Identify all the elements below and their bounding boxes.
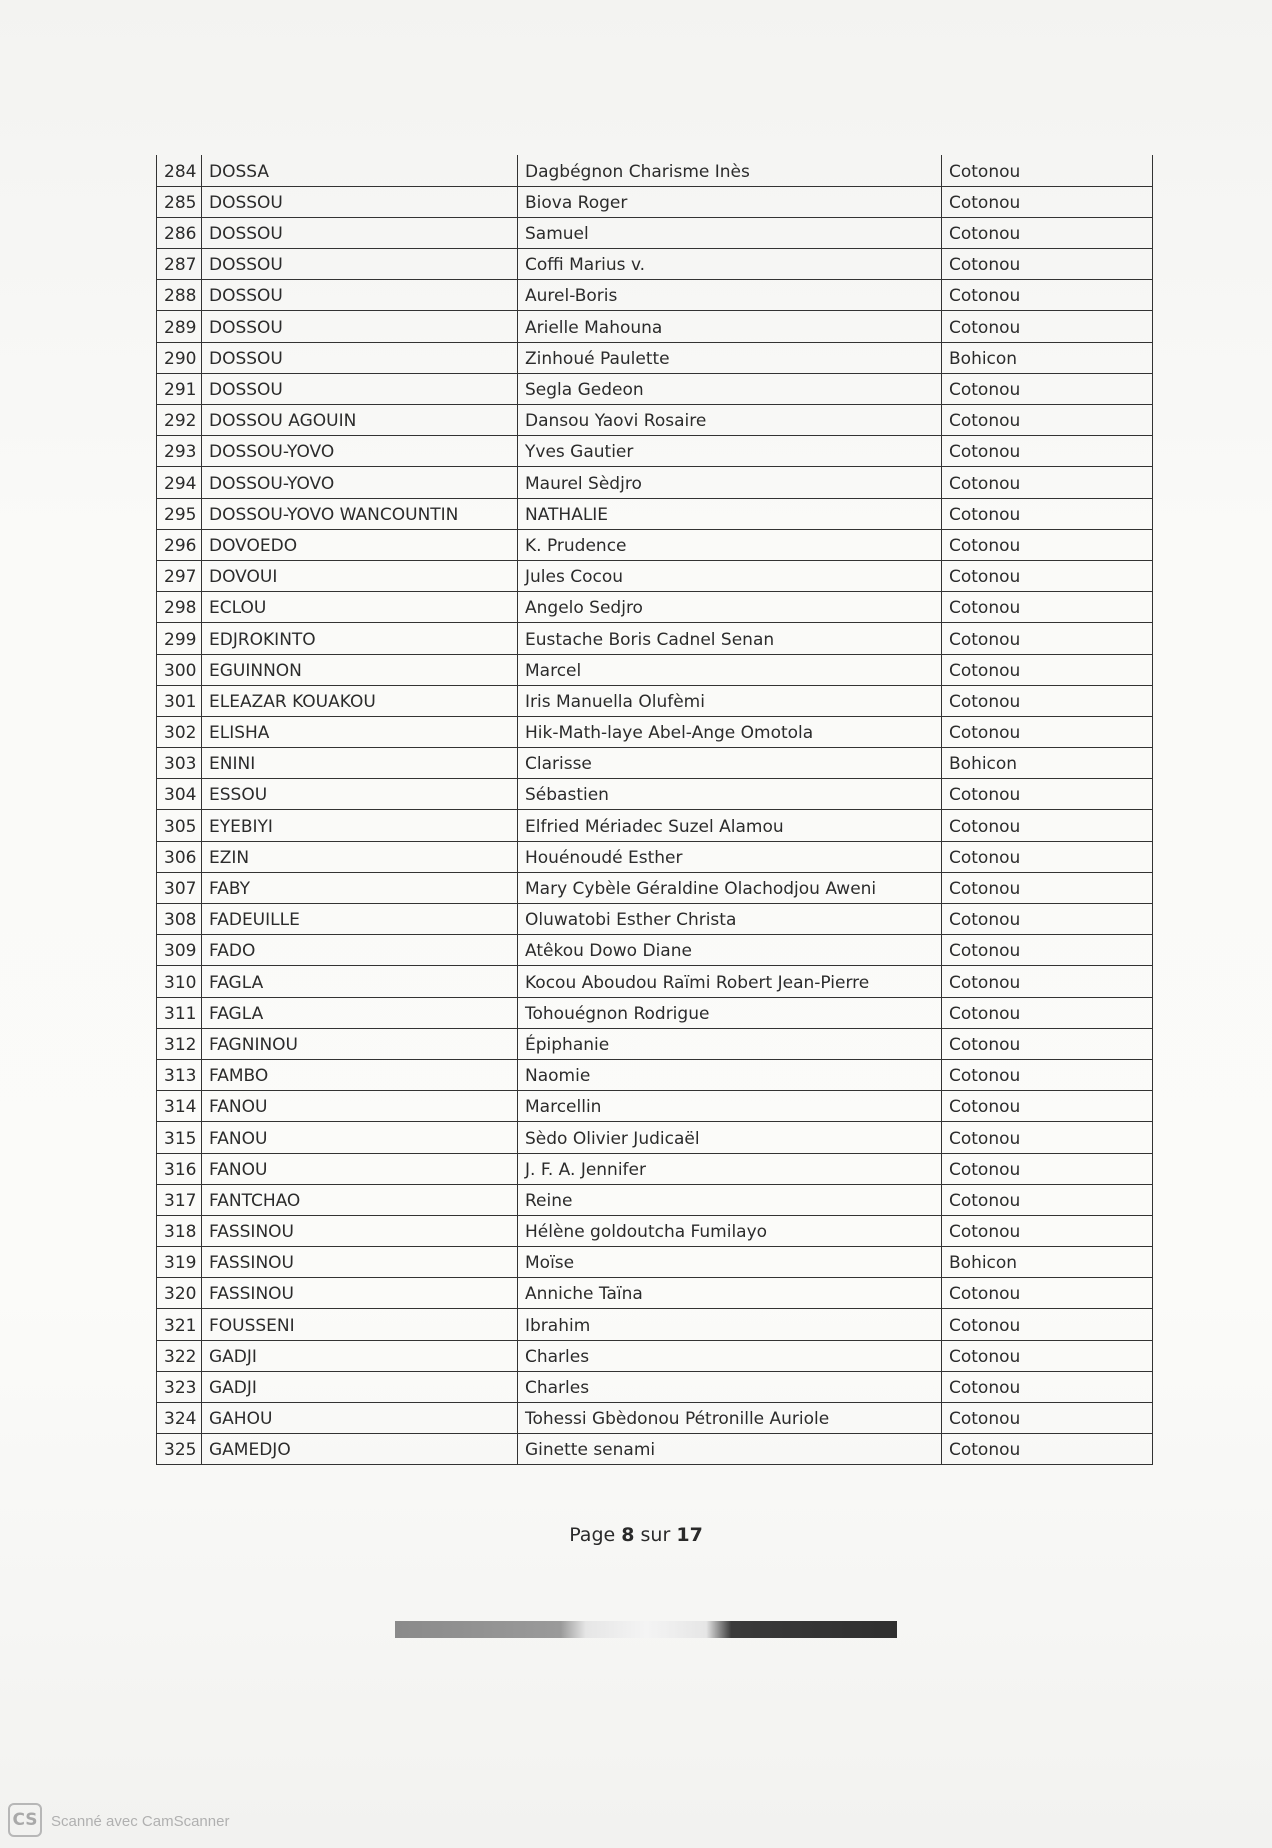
row-last-name: FAGNINOU [202, 1028, 518, 1059]
row-number: 304 [157, 779, 202, 810]
row-last-name: GAHOU [202, 1403, 518, 1434]
row-last-name: FADEUILLE [202, 904, 518, 935]
row-city: Cotonou [942, 311, 1153, 342]
row-first-name: Atêkou Dowo Diane [518, 935, 942, 966]
row-first-name: K. Prudence [518, 529, 942, 560]
row-first-name: Moïse [518, 1247, 942, 1278]
row-last-name: DOVOUI [202, 560, 518, 591]
row-first-name: Angelo Sedjro [518, 592, 942, 623]
row-number: 311 [157, 997, 202, 1028]
row-city: Cotonou [942, 654, 1153, 685]
row-number: 309 [157, 935, 202, 966]
row-city: Cotonou [942, 373, 1153, 404]
table-row [157, 654, 1153, 685]
row-last-name: DOSSOU-YOVO [202, 436, 518, 467]
row-city: Cotonou [942, 560, 1153, 591]
row-city: Bohicon [942, 342, 1153, 373]
row-number: 302 [157, 716, 202, 747]
row-city: Cotonou [942, 155, 1153, 186]
row-city: Cotonou [942, 436, 1153, 467]
row-city: Cotonou [942, 1403, 1153, 1434]
row-first-name: Reine [518, 1184, 942, 1215]
table-row [157, 997, 1153, 1028]
row-first-name: Sèdo Olivier Judicaël [518, 1122, 942, 1153]
row-number: 293 [157, 436, 202, 467]
row-first-name: Tohessi Gbèdonou Pétronille Auriole [518, 1403, 942, 1434]
row-first-name: Dagbégnon Charisme Inès [518, 155, 942, 186]
row-last-name: DOSSOU AGOUIN [202, 405, 518, 436]
table-row [157, 436, 1153, 467]
row-last-name: EZIN [202, 841, 518, 872]
table-row [157, 1028, 1153, 1059]
row-city: Cotonou [942, 280, 1153, 311]
table-row [157, 1247, 1153, 1278]
row-number: 301 [157, 685, 202, 716]
row-first-name: Clarisse [518, 748, 942, 779]
table-row [157, 560, 1153, 591]
row-city: Cotonou [942, 467, 1153, 498]
row-last-name: DOSSOU-YOVO [202, 467, 518, 498]
row-city: Cotonou [942, 997, 1153, 1028]
row-number: 291 [157, 373, 202, 404]
row-first-name: Elfried Mériadec Suzel Alamou [518, 810, 942, 841]
table-row [157, 841, 1153, 872]
row-first-name: Oluwatobi Esther Christa [518, 904, 942, 935]
table-row [157, 217, 1153, 248]
row-number: 322 [157, 1340, 202, 1371]
row-city: Cotonou [942, 1028, 1153, 1059]
table-row [157, 373, 1153, 404]
row-last-name: FASSINOU [202, 1278, 518, 1309]
row-first-name: Yves Gautier [518, 436, 942, 467]
row-last-name: FAGLA [202, 966, 518, 997]
row-first-name: Arielle Mahouna [518, 311, 942, 342]
row-city: Cotonou [942, 529, 1153, 560]
camscanner-logo-icon: CS [8, 1803, 42, 1837]
row-number: 298 [157, 592, 202, 623]
row-first-name: Samuel [518, 217, 942, 248]
table-row [157, 1059, 1153, 1090]
row-city: Bohicon [942, 748, 1153, 779]
row-first-name: Jules Cocou [518, 560, 942, 591]
row-number: 286 [157, 217, 202, 248]
row-city: Cotonou [942, 1122, 1153, 1153]
table-row [157, 716, 1153, 747]
row-number: 284 [157, 155, 202, 186]
row-city: Cotonou [942, 716, 1153, 747]
roster-table [156, 155, 1153, 1465]
row-number: 300 [157, 654, 202, 685]
table-row [157, 904, 1153, 935]
row-last-name: DOSSOU-YOVO WANCOUNTIN [202, 498, 518, 529]
row-number: 306 [157, 841, 202, 872]
row-city: Cotonou [942, 935, 1153, 966]
table-row [157, 249, 1153, 280]
row-number: 318 [157, 1215, 202, 1246]
row-city: Cotonou [942, 966, 1153, 997]
row-last-name: GADJI [202, 1340, 518, 1371]
row-last-name: EDJROKINTO [202, 623, 518, 654]
row-last-name: EGUINNON [202, 654, 518, 685]
row-last-name: DOVOEDO [202, 529, 518, 560]
row-first-name: Naomie [518, 1059, 942, 1090]
table-row [157, 1434, 1153, 1465]
row-last-name: DOSSOU [202, 186, 518, 217]
row-first-name: Tohouégnon Rodrigue [518, 997, 942, 1028]
row-number: 294 [157, 467, 202, 498]
row-last-name: ELISHA [202, 716, 518, 747]
table-row [157, 685, 1153, 716]
row-last-name: ELEAZAR KOUAKOU [202, 685, 518, 716]
row-number: 292 [157, 405, 202, 436]
table-row [157, 529, 1153, 560]
row-last-name: FANOU [202, 1153, 518, 1184]
row-first-name: Dansou Yaovi Rosaire [518, 405, 942, 436]
row-number: 319 [157, 1247, 202, 1278]
table-row [157, 342, 1153, 373]
row-number: 288 [157, 280, 202, 311]
row-first-name: Eustache Boris Cadnel Senan [518, 623, 942, 654]
row-city: Cotonou [942, 779, 1153, 810]
table-row [157, 1184, 1153, 1215]
camscanner-watermark: Scanné avec CamScanner [51, 1813, 230, 1830]
row-city: Cotonou [942, 1215, 1153, 1246]
row-number: 325 [157, 1434, 202, 1465]
row-city: Cotonou [942, 623, 1153, 654]
page-number [0, 1524, 1272, 1546]
row-city: Cotonou [942, 405, 1153, 436]
row-first-name: Hik-Math-laye Abel-Ange Omotola [518, 716, 942, 747]
row-number: 287 [157, 249, 202, 280]
row-city: Cotonou [942, 1091, 1153, 1122]
row-number: 307 [157, 872, 202, 903]
row-number: 324 [157, 1403, 202, 1434]
table-row [157, 1371, 1153, 1402]
row-first-name: NATHALIE [518, 498, 942, 529]
table-row [157, 1215, 1153, 1246]
row-first-name: Segla Gedeon [518, 373, 942, 404]
row-first-name: Maurel Sèdjro [518, 467, 942, 498]
row-last-name: DOSSOU [202, 342, 518, 373]
row-last-name: FADO [202, 935, 518, 966]
row-first-name: Épiphanie [518, 1028, 942, 1059]
row-number: 313 [157, 1059, 202, 1090]
row-last-name: FASSINOU [202, 1247, 518, 1278]
row-number: 320 [157, 1278, 202, 1309]
row-last-name: DOSSOU [202, 311, 518, 342]
row-number: 323 [157, 1371, 202, 1402]
row-city: Bohicon [942, 1247, 1153, 1278]
table-row [157, 748, 1153, 779]
row-first-name: Ginette senami [518, 1434, 942, 1465]
row-first-name: Aurel-Boris [518, 280, 942, 311]
row-first-name: Biova Roger [518, 186, 942, 217]
row-number: 305 [157, 810, 202, 841]
row-last-name: DOSSOU [202, 217, 518, 248]
row-city: Cotonou [942, 872, 1153, 903]
row-number: 299 [157, 623, 202, 654]
row-last-name: ECLOU [202, 592, 518, 623]
table-row [157, 467, 1153, 498]
table-row [157, 872, 1153, 903]
scan-bar [395, 1621, 897, 1638]
row-last-name: FAMBO [202, 1059, 518, 1090]
row-number: 316 [157, 1153, 202, 1184]
row-last-name: FANOU [202, 1091, 518, 1122]
row-city: Cotonou [942, 1059, 1153, 1090]
row-number: 285 [157, 186, 202, 217]
row-number: 317 [157, 1184, 202, 1215]
row-last-name: EYEBIYI [202, 810, 518, 841]
row-city: Cotonou [942, 1184, 1153, 1215]
row-first-name: Sébastien [518, 779, 942, 810]
row-last-name: DOSSOU [202, 280, 518, 311]
row-number: 297 [157, 560, 202, 591]
row-number: 290 [157, 342, 202, 373]
row-city: Cotonou [942, 904, 1153, 935]
row-first-name: J. F. A. Jennifer [518, 1153, 942, 1184]
row-last-name: DOSSA [202, 155, 518, 186]
row-last-name: FANTCHAO [202, 1184, 518, 1215]
row-first-name: Coffi Marius v. [518, 249, 942, 280]
row-city: Cotonou [942, 249, 1153, 280]
row-number: 289 [157, 311, 202, 342]
row-first-name: Iris Manuella Olufèmi [518, 685, 942, 716]
table-row [157, 405, 1153, 436]
row-last-name: ESSOU [202, 779, 518, 810]
row-first-name: Ibrahim [518, 1309, 942, 1340]
roster-body [157, 155, 1153, 1465]
table-row [157, 592, 1153, 623]
row-first-name: Hélène goldoutcha Fumilayo [518, 1215, 942, 1246]
row-last-name: GADJI [202, 1371, 518, 1402]
row-first-name: Kocou Aboudou Raïmi Robert Jean-Pierre [518, 966, 942, 997]
table-row [157, 1340, 1153, 1371]
page-prefix: Page [569, 1524, 616, 1546]
row-last-name: DOSSOU [202, 249, 518, 280]
row-last-name: FANOU [202, 1122, 518, 1153]
row-number: 310 [157, 966, 202, 997]
row-first-name: Mary Cybèle Géraldine Olachodjou Aweni [518, 872, 942, 903]
table-row [157, 311, 1153, 342]
row-city: Cotonou [942, 1340, 1153, 1371]
table-row [157, 1403, 1153, 1434]
table-row [157, 1091, 1153, 1122]
row-city: Cotonou [942, 592, 1153, 623]
page-current: 8 [621, 1524, 635, 1546]
row-number: 312 [157, 1028, 202, 1059]
row-first-name: Marcel [518, 654, 942, 685]
row-number: 315 [157, 1122, 202, 1153]
row-first-name: Houénoudé Esther [518, 841, 942, 872]
table-row [157, 1122, 1153, 1153]
table-row [157, 498, 1153, 529]
row-last-name: FOUSSENI [202, 1309, 518, 1340]
row-city: Cotonou [942, 1278, 1153, 1309]
table-row [157, 779, 1153, 810]
row-last-name: FAGLA [202, 997, 518, 1028]
row-first-name: Zinhoué Paulette [518, 342, 942, 373]
row-city: Cotonou [942, 810, 1153, 841]
table-row [157, 1278, 1153, 1309]
row-city: Cotonou [942, 685, 1153, 716]
row-number: 295 [157, 498, 202, 529]
table-row [157, 155, 1153, 186]
row-last-name: FASSINOU [202, 1215, 518, 1246]
row-number: 321 [157, 1309, 202, 1340]
table-row [157, 280, 1153, 311]
row-number: 308 [157, 904, 202, 935]
row-city: Cotonou [942, 841, 1153, 872]
row-number: 314 [157, 1091, 202, 1122]
row-city: Cotonou [942, 1153, 1153, 1184]
row-number: 296 [157, 529, 202, 560]
row-city: Cotonou [942, 217, 1153, 248]
row-city: Cotonou [942, 498, 1153, 529]
row-number: 303 [157, 748, 202, 779]
page-total: 17 [676, 1524, 703, 1546]
row-city: Cotonou [942, 1434, 1153, 1465]
row-first-name: Charles [518, 1340, 942, 1371]
row-last-name: GAMEDJO [202, 1434, 518, 1465]
row-last-name: DOSSOU [202, 373, 518, 404]
page-sep: sur [640, 1524, 671, 1546]
table-row [157, 1153, 1153, 1184]
row-last-name: FABY [202, 872, 518, 903]
row-first-name: Anniche Taïna [518, 1278, 942, 1309]
table-row [157, 966, 1153, 997]
table-row [157, 186, 1153, 217]
row-last-name: ENINI [202, 748, 518, 779]
row-city: Cotonou [942, 1371, 1153, 1402]
row-first-name: Marcellin [518, 1091, 942, 1122]
table-row [157, 623, 1153, 654]
table-row [157, 810, 1153, 841]
row-city: Cotonou [942, 186, 1153, 217]
row-city: Cotonou [942, 1309, 1153, 1340]
table-row [157, 1309, 1153, 1340]
row-first-name: Charles [518, 1371, 942, 1402]
table-row [157, 935, 1153, 966]
